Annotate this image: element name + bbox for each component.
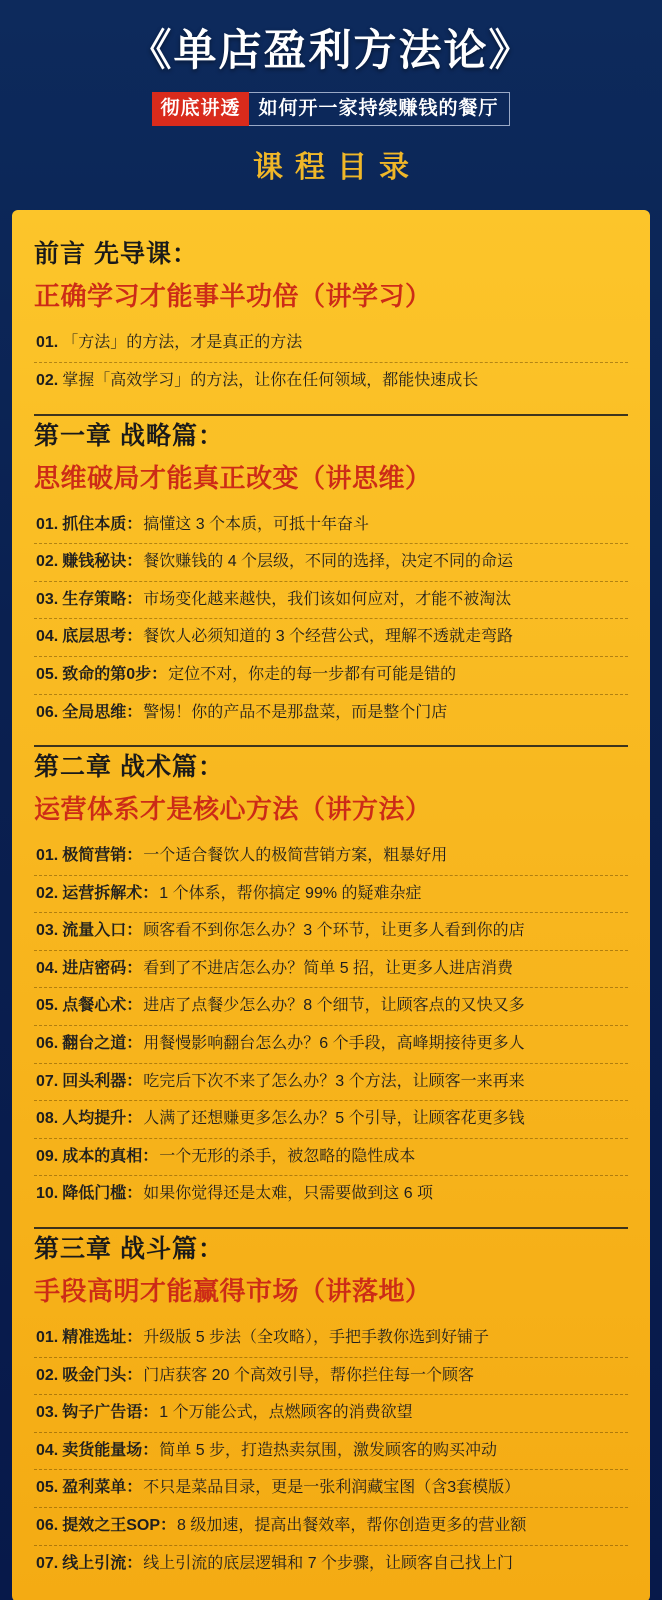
list-item-heading: 生存策略： bbox=[62, 590, 143, 608]
list-item-text bbox=[62, 1327, 489, 1349]
list-item[interactable] bbox=[34, 507, 628, 545]
list-item-number: 08. bbox=[36, 1110, 59, 1128]
list-item[interactable] bbox=[34, 1470, 628, 1508]
list-item-text bbox=[62, 1515, 526, 1537]
list-item-description: 餐饮人必须知道的 3 个经营公式，理解不透就走弯路 bbox=[143, 628, 514, 646]
list-item-heading: 盈利菜单： bbox=[62, 1479, 143, 1497]
list-item-description: 进店了点餐少怎么办？8 个细节，让顾客点的又快又多 bbox=[143, 997, 525, 1015]
list-item-description: 如果你觉得还是太难，只需要做到这 6 项 bbox=[143, 1185, 434, 1203]
list-item-number: 04. bbox=[36, 959, 59, 977]
list-item-text bbox=[62, 1108, 524, 1130]
list-item-description: 「方法」的方法，才是真正的方法 bbox=[62, 334, 303, 352]
list-item-heading: 卖货能量场： bbox=[62, 1441, 159, 1459]
list-item-description: 1 个体系，帮你搞定 99% 的疑难杂症 bbox=[159, 884, 422, 902]
list-item[interactable] bbox=[34, 951, 628, 989]
list-item-heading: 提效之王SOP： bbox=[62, 1517, 177, 1534]
list-item-description: 用餐慢影响翻台怎么办？6 个手段，高峰期接待更多人 bbox=[143, 1035, 525, 1053]
list-item-description: 1 个万能公式，点燃顾客的消费欲望 bbox=[159, 1404, 413, 1422]
list-item-heading: 点餐心术： bbox=[62, 997, 143, 1015]
section-subtitle: 正确学习才能事半功倍（讲学习） bbox=[34, 281, 432, 312]
list-item-description: 掌握「高效学习」的方法，让你在任何领域，都能快速成长 bbox=[62, 371, 479, 389]
list-item-description: 一个适合餐饮人的极简营销方案，粗暴好用 bbox=[143, 847, 448, 865]
list-item-description: 门店获客 20 个高效引导，帮你拦住每一个顾客 bbox=[143, 1366, 474, 1384]
list-item[interactable] bbox=[34, 1101, 628, 1139]
section-subtitle: 思维破局才能真正改变（讲思维） bbox=[34, 462, 432, 493]
list-item-number: 01. bbox=[36, 334, 59, 352]
list-item-heading: 人均提升： bbox=[62, 1110, 143, 1128]
list-item[interactable] bbox=[34, 1433, 628, 1471]
list-item-number: 04. bbox=[36, 1441, 59, 1459]
list-item-heading: 回头利器： bbox=[62, 1072, 143, 1090]
list-item-number: 05. bbox=[36, 665, 59, 683]
list-item-number: 07. bbox=[36, 1072, 59, 1090]
list-item[interactable] bbox=[34, 619, 628, 657]
list-item-text bbox=[62, 1477, 520, 1499]
list-item-description: 不只是菜品目录，更是一张利润藏宝图（含3套模版） bbox=[143, 1479, 521, 1497]
list-item-text bbox=[62, 845, 447, 867]
list-item-number: 02. bbox=[36, 553, 59, 571]
list-item-text bbox=[62, 920, 524, 942]
list-item-heading: 流量入口： bbox=[62, 922, 143, 940]
list-item[interactable] bbox=[34, 325, 628, 363]
list-item-text bbox=[62, 995, 524, 1017]
catalog-label: 课程目录 bbox=[253, 151, 421, 185]
list-item-description: 顾客看不到你怎么办？3 个环节，让更多人看到你的店 bbox=[143, 922, 525, 940]
list-item-text bbox=[62, 1402, 412, 1424]
section-subtitle: 手段高明才能赢得市场（讲落地） bbox=[34, 1276, 432, 1307]
list-item-text bbox=[62, 1365, 474, 1387]
course-section bbox=[34, 1229, 628, 1582]
list-item-heading: 全局思维： bbox=[62, 703, 143, 721]
list-item-text bbox=[62, 1071, 524, 1093]
list-item[interactable] bbox=[34, 1546, 628, 1583]
list-item-number: 05. bbox=[36, 997, 59, 1015]
list-item-description: 8 级加速，提高出餐效率，帮你创造更多的营业额 bbox=[177, 1517, 527, 1534]
list-item-number: 10. bbox=[36, 1185, 59, 1203]
list-item-heading: 进店密码： bbox=[62, 959, 143, 977]
list-item-number: 06. bbox=[36, 703, 59, 721]
list-item[interactable] bbox=[34, 838, 628, 876]
list-item-text bbox=[62, 1146, 415, 1168]
list-item-description: 一个无形的杀手，被忽略的隐性成本 bbox=[159, 1147, 416, 1165]
list-item-description: 餐饮赚钱的 4 个层级，不同的选择，决定不同的命运 bbox=[143, 553, 514, 571]
list-item-number: 07. bbox=[36, 1554, 59, 1572]
list-item-number: 01. bbox=[36, 1329, 59, 1347]
list-item-number: 03. bbox=[36, 1404, 59, 1422]
list-item-heading: 翻台之道： bbox=[62, 1035, 143, 1053]
list-item[interactable] bbox=[34, 657, 628, 695]
section-divider bbox=[34, 745, 628, 747]
list-item[interactable] bbox=[34, 1064, 628, 1102]
list-item-description: 搞懂这 3 个本质，可抵十年奋斗 bbox=[143, 515, 370, 533]
list-item-description: 升级版 5 步法（全攻略），手把手教你选到好铺子 bbox=[143, 1329, 490, 1347]
list-item-number: 03. bbox=[36, 590, 59, 608]
section-subtitle: 运营体系才是核心方法（讲方法） bbox=[34, 794, 432, 825]
list-item-heading: 底层思考： bbox=[62, 628, 143, 646]
list-item-number: 09. bbox=[36, 1147, 59, 1165]
list-item-number: 02. bbox=[36, 884, 59, 902]
list-item-description: 人满了还想赚更多怎么办？5 个引导，让顾客花更多钱 bbox=[143, 1110, 525, 1128]
list-item-number: 06. bbox=[36, 1035, 59, 1053]
list-item[interactable] bbox=[34, 988, 628, 1026]
list-item-number: 05. bbox=[36, 1479, 59, 1497]
list-item[interactable] bbox=[34, 544, 628, 582]
list-item-text bbox=[62, 626, 513, 648]
catalog-card bbox=[12, 210, 650, 1600]
page-subtitle: 如何开一家持续赚钱的餐厅 bbox=[249, 92, 510, 127]
list-item[interactable] bbox=[34, 1508, 628, 1546]
list-item-number: 01. bbox=[36, 515, 59, 533]
list-item[interactable] bbox=[34, 1026, 628, 1064]
list-item[interactable] bbox=[34, 1139, 628, 1177]
subtitle-row bbox=[0, 92, 662, 127]
list-item[interactable] bbox=[34, 1358, 628, 1396]
list-item-number: 03. bbox=[36, 922, 59, 940]
list-item-text bbox=[62, 589, 511, 611]
list-item-heading: 成本的真相： bbox=[62, 1147, 159, 1165]
list-item[interactable] bbox=[34, 1395, 628, 1433]
list-item[interactable] bbox=[34, 1176, 628, 1213]
list-item-text bbox=[62, 551, 513, 573]
list-item-heading: 运营拆解术： bbox=[62, 884, 159, 902]
list-item-description: 线上引流的底层逻辑和 7 个步骤，让顾客自己找上门 bbox=[143, 1554, 514, 1572]
list-item-text bbox=[62, 332, 302, 354]
section-divider bbox=[34, 414, 628, 416]
section-divider bbox=[34, 1227, 628, 1229]
list-item-text bbox=[62, 1183, 433, 1205]
section-title: 前言 先导课： bbox=[34, 240, 198, 269]
list-item-heading: 钩子广告语： bbox=[62, 1404, 159, 1422]
list-item-heading: 极简营销： bbox=[62, 847, 143, 865]
list-item-heading: 降低门槛： bbox=[62, 1185, 143, 1203]
list-item-heading: 吸金门头： bbox=[62, 1366, 143, 1384]
list-item-description: 看到了不进店怎么办？简单 5 招，让更多人进店消费 bbox=[143, 959, 514, 977]
list-item[interactable] bbox=[34, 1320, 628, 1358]
list-item-text bbox=[62, 664, 456, 686]
course-section bbox=[34, 416, 628, 732]
list-item[interactable] bbox=[34, 695, 628, 732]
list-item-heading: 精准选址： bbox=[62, 1329, 143, 1347]
list-item-text bbox=[62, 702, 447, 724]
section-title: 第二章 战术篇： bbox=[34, 753, 224, 782]
list-item-text bbox=[62, 514, 369, 536]
course-section bbox=[34, 234, 628, 399]
list-item-description: 市场变化越来越快，我们该如何应对，才能不被淘汰 bbox=[143, 590, 512, 608]
list-item-number: 06. bbox=[36, 1517, 59, 1534]
list-item[interactable] bbox=[34, 363, 628, 400]
list-item-heading: 线上引流： bbox=[62, 1554, 143, 1572]
list-item-heading: 抓住本质： bbox=[62, 515, 143, 533]
list-item-description: 吃完后下次不来了怎么办？3 个方法，让顾客一来再来 bbox=[143, 1072, 525, 1090]
course-section bbox=[34, 747, 628, 1213]
list-item-text bbox=[62, 370, 478, 392]
list-item-number: 02. bbox=[36, 371, 59, 389]
status-badge: 彻底讲透 bbox=[152, 92, 248, 127]
list-item-text bbox=[62, 1440, 497, 1462]
list-item-text bbox=[62, 883, 421, 905]
list-item-heading: 赚钱秘诀： bbox=[62, 553, 143, 571]
section-title: 第三章 战斗篇： bbox=[34, 1235, 224, 1264]
list-item-number: 02. bbox=[36, 1366, 59, 1384]
section-title: 第一章 战略篇： bbox=[34, 421, 224, 450]
page-title: 《单店盈利方法论》 bbox=[128, 26, 534, 76]
list-item[interactable] bbox=[34, 913, 628, 951]
page-header bbox=[0, 0, 662, 186]
list-item-text bbox=[62, 1033, 524, 1055]
list-item-number: 01. bbox=[36, 847, 59, 865]
list-item[interactable] bbox=[34, 582, 628, 620]
list-item-text bbox=[62, 958, 513, 980]
list-item-number: 04. bbox=[36, 628, 59, 646]
list-item-heading: 致命的第0步： bbox=[62, 665, 168, 683]
list-item-text bbox=[62, 1553, 513, 1575]
list-item-description: 简单 5 步，打造热卖氛围，激发顾客的购买冲动 bbox=[159, 1441, 498, 1459]
list-item-description: 警惕！你的产品不是那盘菜，而是整个门店 bbox=[143, 703, 448, 721]
list-item[interactable] bbox=[34, 876, 628, 914]
list-item-description: 定位不对，你走的每一步都有可能是错的 bbox=[168, 665, 457, 683]
